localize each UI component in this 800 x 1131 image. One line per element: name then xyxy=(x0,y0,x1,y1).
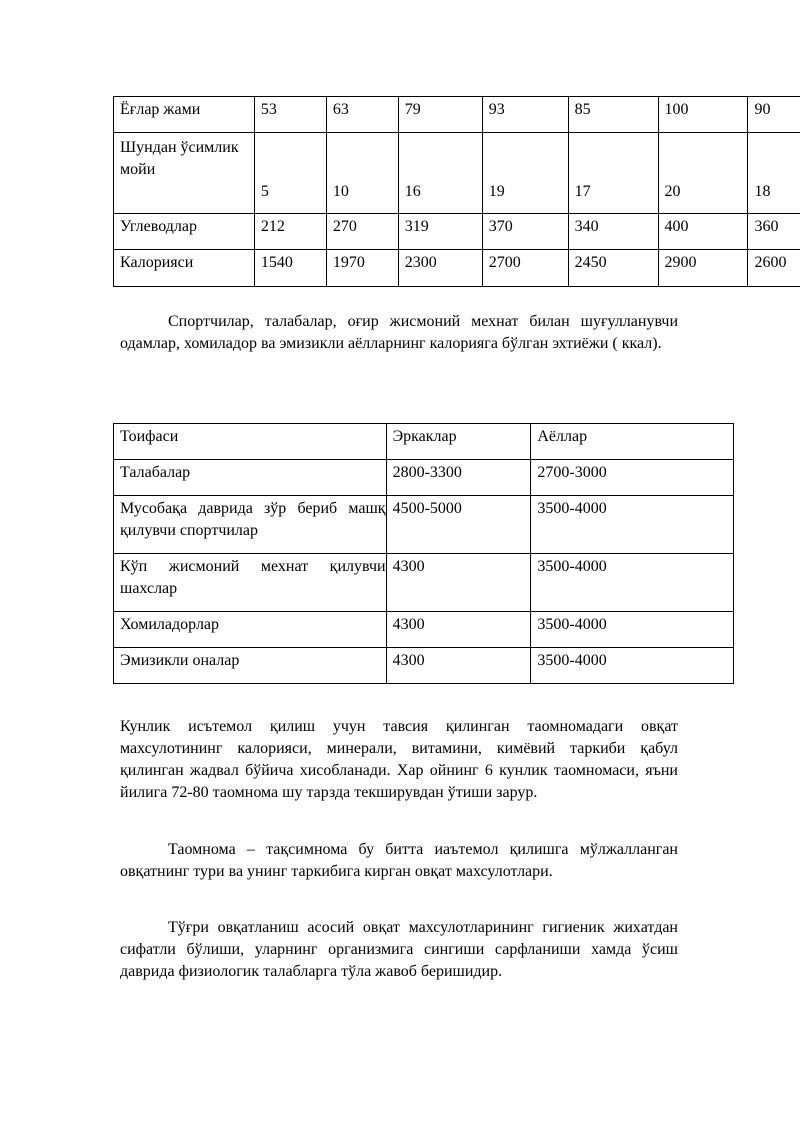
table-cell: 93 xyxy=(482,97,568,133)
table-cell: 53 xyxy=(254,97,326,133)
table-row xyxy=(114,133,800,214)
table-cell: 2900 xyxy=(658,250,748,287)
column-header: Эркаклар xyxy=(386,424,531,460)
table-cell: 79 xyxy=(398,97,482,133)
table-cell: 2700 xyxy=(482,250,568,287)
category-cell: Эмизикли оналар xyxy=(114,648,387,684)
table-cell: 400 xyxy=(658,214,748,250)
category-cell: Талабалар xyxy=(114,460,387,496)
table-cell: 319 xyxy=(398,214,482,250)
table-cell: 20 xyxy=(658,133,748,214)
row-label: Шундан ўсимлик мойи xyxy=(114,133,255,214)
row-label: Ёғлар жами xyxy=(114,97,255,133)
table-cell: 2600 xyxy=(748,250,800,287)
women-value-cell: 3500-4000 xyxy=(531,648,734,684)
table-cell: 370 xyxy=(482,214,568,250)
table-cell: 10 xyxy=(326,133,398,214)
category-cell: Мусобақа даврида зўр бериб машқ қилувчи спортчилар xyxy=(114,496,387,554)
men-value-cell: 4300 xyxy=(386,648,531,684)
table-cell: 63 xyxy=(326,97,398,133)
paragraph-daily-menu: Кунлик исътемол қилиш учун тавсия қилинган таомномадаги овқат махсулотининг калорияси, минерали, витамини, кимёвий таркиби қабул қилинган жадвал бўйича хисобланади. Хар ойнинг 6 кунлик таомномаси, яъни йилига 72-80 таомнома шу тарзда текширувдан ўтиши зарур. xyxy=(120,718,678,801)
paragraph-menu-definition: Таомнома – тақсимнома бу битта иаътемол қилишга мўлжалланган овқатнинг тури ва унинг таркибига кирган овқат махсулотлари. xyxy=(120,841,678,880)
women-value-cell: 2700-3000 xyxy=(531,460,734,496)
table-cell: 19 xyxy=(482,133,568,214)
women-value-cell: 3500-4000 xyxy=(531,612,734,648)
women-value-cell: 3500-4000 xyxy=(531,496,734,554)
table-cell: 5 xyxy=(254,133,326,214)
row-label: Калорияси xyxy=(114,250,255,287)
table-row xyxy=(114,97,800,133)
women-value-cell: 3500-4000 xyxy=(531,554,734,612)
row-label: Углеводлар xyxy=(114,214,255,250)
table-row xyxy=(114,612,734,648)
calorie-needs-caption: Спортчилар, талабалар, оғир жисмоний мехнат билан шуғулланувчи одамлар, хомиладор ва эмизикли аёлларнинг калорияга бўлган эхтиёжи ( ккал). xyxy=(120,313,678,352)
table-cell: 18 xyxy=(748,133,800,214)
table-cell: 90 xyxy=(748,97,800,133)
category-cell: Хомиладорлар xyxy=(114,612,387,648)
column-header: Аёллар xyxy=(531,424,734,460)
table-cell: 360 xyxy=(748,214,800,250)
column-header: Тоифаси xyxy=(114,424,387,460)
table-row xyxy=(114,460,734,496)
category-cell: Кўп жисмоний мехнат қилувчи шахслар xyxy=(114,554,387,612)
table-cell: 340 xyxy=(568,214,658,250)
table-cell: 16 xyxy=(398,133,482,214)
table-cell: 2450 xyxy=(568,250,658,287)
table-cell: 100 xyxy=(658,97,748,133)
table-row xyxy=(114,554,734,612)
men-value-cell: 4300 xyxy=(386,554,531,612)
table-cell: 270 xyxy=(326,214,398,250)
table-row xyxy=(114,648,734,684)
table-cell: 17 xyxy=(568,133,658,214)
table-cell: 1540 xyxy=(254,250,326,287)
paragraph-proper-nutrition: Тўғри овқатланиш асосий овқат махсулотларининг гигиеник жихатдан сифатли бўлиши, уларнинг организмига сингиши сарфланиши хамда ўсиш даврида физиологик талабларга тўла жавоб беришидир. xyxy=(120,919,678,980)
nutrition-table xyxy=(113,96,800,287)
table-cell: 85 xyxy=(568,97,658,133)
men-value-cell: 2800-3300 xyxy=(386,460,531,496)
table-header-row xyxy=(114,424,734,460)
table-cell: 2300 xyxy=(398,250,482,287)
table-row xyxy=(114,214,800,250)
calorie-needs-table xyxy=(113,423,734,684)
men-value-cell: 4500-5000 xyxy=(386,496,531,554)
table-row xyxy=(114,250,800,287)
men-value-cell: 4300 xyxy=(386,612,531,648)
table-row xyxy=(114,496,734,554)
table-cell: 212 xyxy=(254,214,326,250)
table-cell: 1970 xyxy=(326,250,398,287)
